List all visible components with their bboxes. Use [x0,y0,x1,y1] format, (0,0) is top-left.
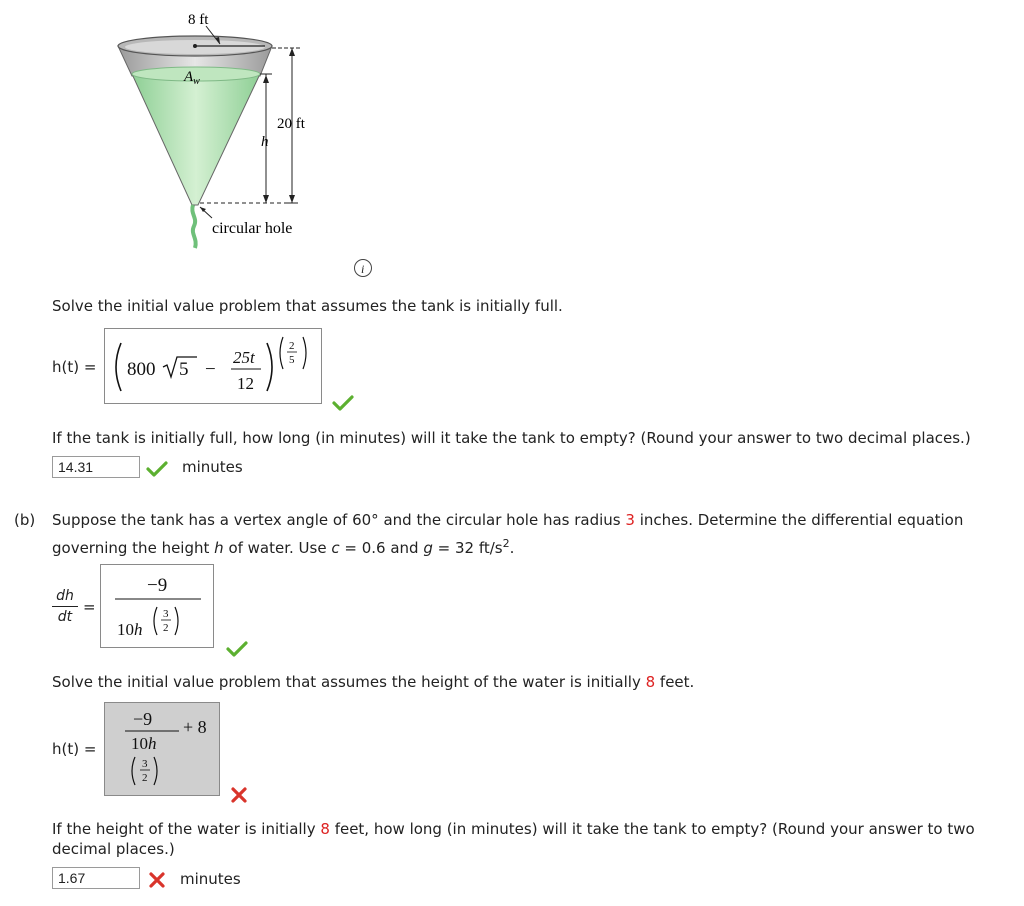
hb-den-coef: 10 [131,734,148,753]
h-label-a: h(t) = [52,358,97,376]
part-b-prompt-line1: Suppose the tank has a vertex angle of 60° and the circular hole has radius 3 inches. Determine the differential equation [52,511,964,529]
hole-radius-value: 3 [625,511,635,529]
h-label-b: h(t) = [52,740,97,758]
de-den-coef: 10 [117,620,134,639]
h-a-frac-den: 12 [237,374,254,393]
empty-prompt-b-line1: If the height of the water is initially 8 feet, how long (in minutes) will it take the tank to empty? (Round your answer to two [52,820,975,838]
part-b-label: (b) [14,511,36,529]
dh-dt-label: dh dt [52,588,78,625]
water-cone [132,74,260,205]
hole-label: circular hole [212,220,293,237]
empty-prompt-b-line2: decimal places.) [52,840,175,858]
correct-check-icon [146,460,168,478]
water-area-subscript: w [193,76,200,87]
height-total-label: 20 ft [277,116,305,132]
ivp-prompt-b: Solve the initial value problem that assumes the height of the water is initially 8 feet. [52,673,695,691]
empty-unit-a: minutes [182,458,243,476]
initial-height-value: 8 [645,673,656,691]
hb-exp-num: 3 [142,758,148,770]
empty-time-input-b[interactable] [52,867,140,889]
svg-text:10h [117,620,143,639]
correct-check-icon [226,640,248,658]
hb-plus: + 8 [183,717,207,737]
empty-prompt-a: If the tank is initially full, how long (in minutes) will it take the tank to empty? (Round your answer to two decimal places.) [52,429,971,447]
hb-exp-den: 2 [142,772,148,784]
incorrect-x-icon [148,871,166,889]
h-a-exp-num: 2 [289,340,295,352]
de-answer-b[interactable] [100,564,214,648]
ivp-prompt-a: Solve the initial value problem that assumes the tank is initially full. [52,297,563,315]
conical-tank-diagram [100,0,330,260]
height-var-label: h [261,134,269,150]
h-a-exp-den: 5 [289,354,295,366]
h-a-frac-num: 25t [233,348,255,367]
h-answer-b[interactable] [104,702,220,796]
incorrect-x-icon [230,786,248,804]
empty-height-value: 8 [320,820,330,838]
correct-check-icon [332,394,354,412]
de-exp-den: 2 [163,622,169,634]
h-a-minus: − [205,359,216,380]
part-b-prompt-line2: governing the height h of water. Use c = 0.6 and g = 32 $ft/s^2$. [52,537,515,557]
de-exp-num: 3 [163,608,169,620]
hb-num: −9 [133,709,153,729]
h-a-coef: 800 [127,359,156,380]
svg-text:10h [131,734,157,753]
svg-text:i: i [361,262,365,276]
dhdt-equals: = [83,598,96,616]
h-a-radicand: 5 [179,359,189,380]
empty-unit-b: minutes [180,870,241,888]
info-icon[interactable] [353,258,373,278]
de-num: −9 [147,575,168,596]
top-width-label: 8 ft [188,12,209,28]
hb-den-var: h [148,734,157,753]
de-den-var: h [134,620,143,639]
water-area-label: A [184,69,194,85]
h-answer-a[interactable] [104,328,322,404]
empty-time-input-a[interactable] [52,456,140,478]
